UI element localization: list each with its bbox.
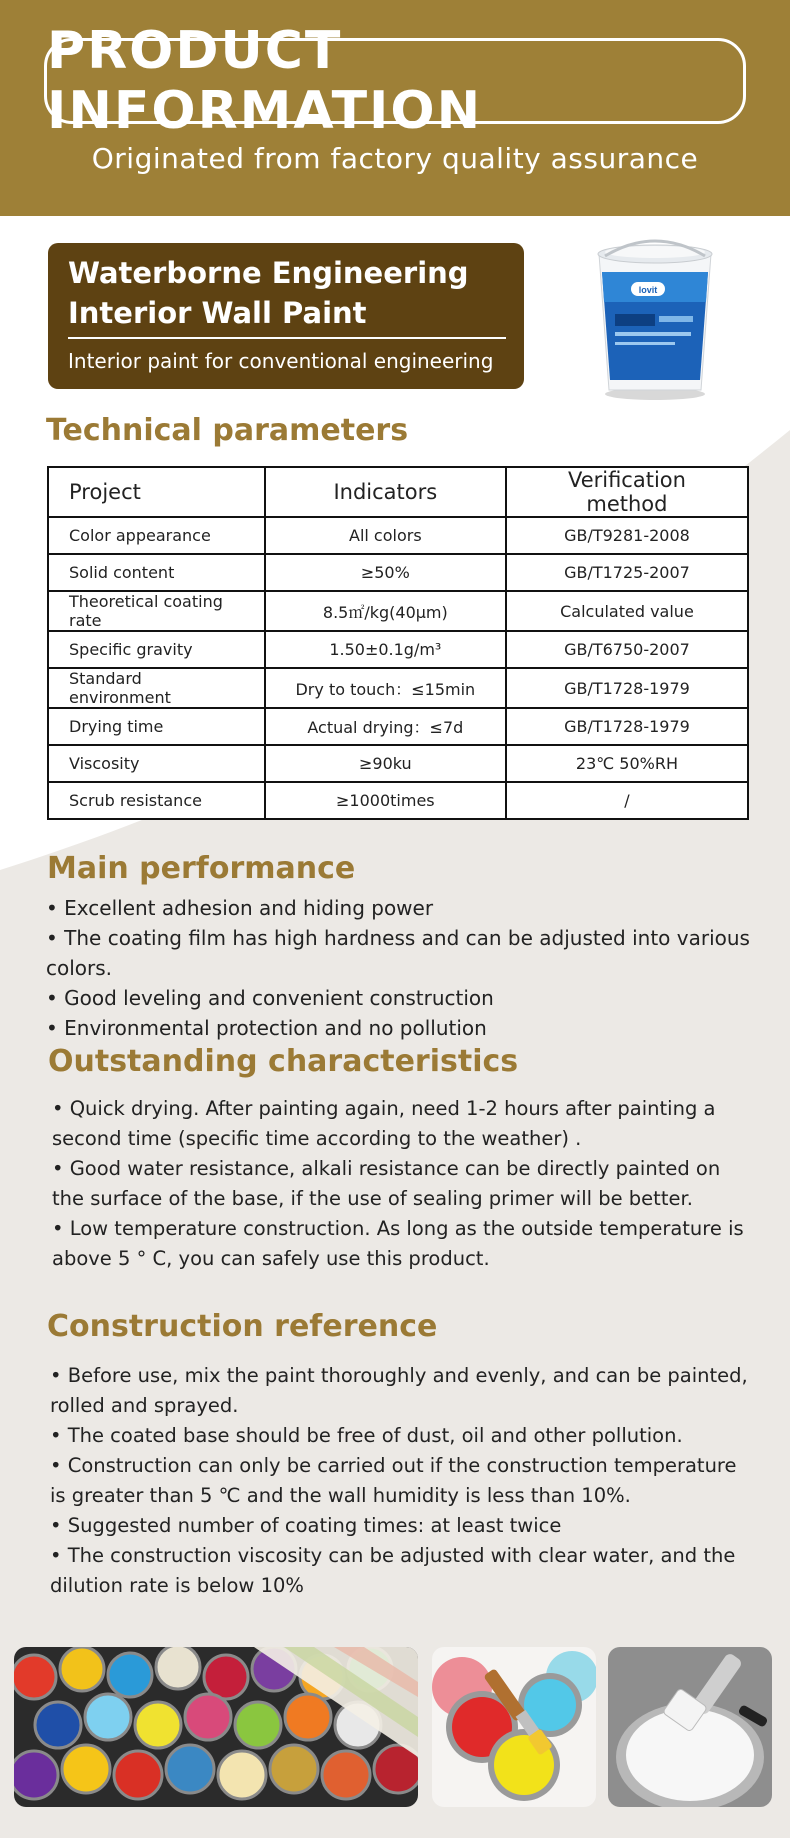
header-title: PRODUCT INFORMATION (47, 21, 483, 141)
table-row (48, 745, 748, 782)
cell-indicator: 1.50±0.1g/m³ (265, 631, 506, 668)
cell-project: Specific gravity (48, 631, 265, 668)
cell-project: Solid content (48, 554, 265, 591)
header-subtitle: Originated from factory quality assurance (91, 142, 699, 175)
cell-project: Viscosity (48, 745, 265, 782)
list-item: • Construction can only be carried out if the construction temperature is greater than 5 ℃ and the wall humidity is less than 10%. (50, 1454, 737, 1507)
list-item: • Excellent adhesion and hiding power (46, 896, 434, 920)
cell-method: GB/T6750-2007 (506, 631, 748, 668)
cell-method: GB/T1725-2007 (506, 554, 748, 591)
cell-indicator: 8.5㎡/kg(40μm) (265, 591, 506, 631)
svg-text:lovit: lovit (638, 285, 658, 295)
cell-method: GB/T9281-2008 (506, 517, 748, 554)
product-description: Interior paint for conventional engineering (68, 349, 494, 373)
cell-project: Standard environment (48, 668, 265, 708)
paint-brush-photo (432, 1647, 596, 1807)
cell-method: GB/T1728-1979 (506, 708, 748, 745)
table-header-row (48, 467, 748, 517)
table-row (48, 708, 748, 745)
list-item: • Quick drying. After painting again, need 1-2 hours after painting a second time (specific time according to the weather) . (52, 1097, 716, 1150)
header-banner (0, 0, 790, 216)
table-row (48, 591, 748, 631)
product-divider (68, 337, 506, 339)
construction-reference-list (50, 1361, 750, 1601)
list-item: • Low temperature construction. As long as the outside temperature is above 5 ° C, you can safely use this product. (52, 1217, 744, 1270)
cell-indicator: Dry to touch：≤15min (265, 668, 506, 708)
cell-method: Calculated value (506, 591, 748, 631)
list-item: • Environmental protection and no pollution (46, 1016, 487, 1040)
product-card (48, 243, 524, 389)
technical-parameters-title: Technical parameters (46, 413, 409, 448)
header-title-frame (44, 21, 746, 141)
paint-bucket-brush-photo (608, 1647, 772, 1807)
table-row (48, 782, 748, 819)
product-photo-strip (0, 1647, 790, 1807)
construction-reference-title: Construction reference (47, 1309, 438, 1344)
list-item: • Good leveling and convenient construction (46, 986, 494, 1010)
cell-method: 23℃ 50%RH (506, 745, 748, 782)
table-row (48, 517, 748, 554)
table-header-verification: Verification method (506, 467, 748, 517)
cell-indicator: ≥50% (265, 554, 506, 591)
cell-project: Color appearance (48, 517, 265, 554)
table-row (48, 631, 748, 668)
list-item: • Suggested number of coating times: at least twice (50, 1514, 562, 1537)
cell-method: / (506, 782, 748, 819)
paint-bucket-icon (585, 232, 725, 402)
list-item: • Good water resistance, alkali resistance can be directly painted on the surface of the base, if the use of sealing primer will be better. (52, 1157, 721, 1210)
cell-project: Scrub resistance (48, 782, 265, 819)
table-row (48, 668, 748, 708)
product-name-line1: Waterborne Engineering (68, 256, 469, 290)
table-header-project: Project (48, 467, 265, 517)
cell-indicator: ≥90ku (265, 745, 506, 782)
technical-parameters-table (47, 466, 749, 820)
cell-indicator: Actual drying：≤7d (265, 708, 506, 745)
list-item: • The coated base should be free of dust, oil and other pollution. (50, 1424, 683, 1447)
list-item: • The coating film has high hardness and can be adjusted into various colors. (46, 926, 750, 980)
cell-project: Drying time (48, 708, 265, 745)
outstanding-characteristics-title: Outstanding characteristics (48, 1044, 519, 1079)
product-name-line2: Interior Wall Paint (68, 296, 367, 330)
main-performance-title: Main performance (47, 851, 356, 886)
cell-indicator: ≥1000times (265, 782, 506, 819)
list-item: • The construction viscosity can be adjusted with clear water, and the dilution rate is below 10% (50, 1544, 736, 1597)
cell-indicator: All colors (265, 517, 506, 554)
main-performance-list (46, 893, 766, 1043)
cell-project: Theoretical coating rate (48, 591, 265, 631)
list-item: • Before use, mix the paint thoroughly and evenly, and can be painted, rolled and sprayed. (50, 1364, 748, 1417)
paint-cans-photo (14, 1647, 418, 1807)
table-row (48, 554, 748, 591)
table-header-indicators: Indicators (265, 467, 506, 517)
outstanding-characteristics-list (52, 1094, 752, 1274)
cell-method: GB/T1728-1979 (506, 668, 748, 708)
